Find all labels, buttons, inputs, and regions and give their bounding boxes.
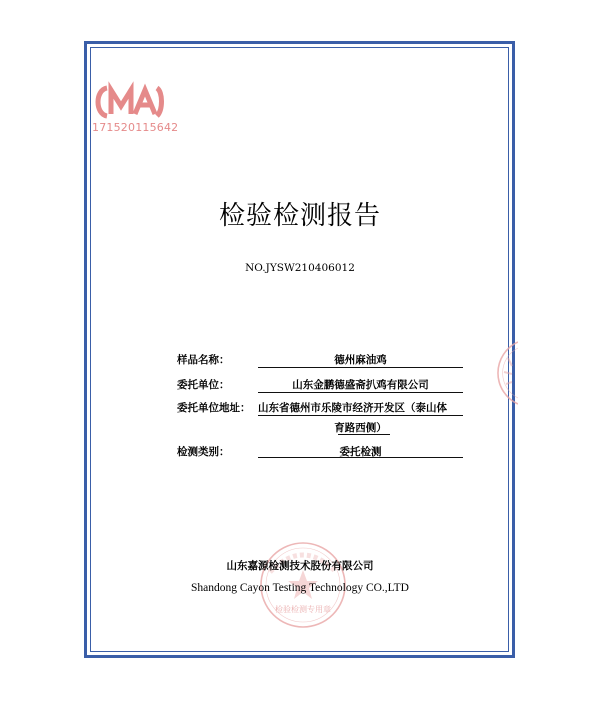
sample-name-underline: [258, 367, 463, 368]
client-address-underline: [258, 415, 463, 416]
test-category-value: 委托检测: [339, 446, 382, 458]
test-category-underline: [258, 457, 463, 458]
sample-name-label: 样品名称：: [177, 354, 230, 366]
company-name-cn: 山东嘉源检测技术股份有限公司: [226, 560, 374, 572]
test-category-label: 检测类别：: [177, 446, 230, 458]
cma-certificate-code: 171520115642: [92, 121, 179, 134]
seal-bottom-text: 检验检测专用章: [275, 605, 331, 614]
seal-fragment-right: [488, 338, 518, 408]
client-address-value: 山东省德州市乐陵市经济开发区（泰山体: [258, 402, 447, 414]
report-title: 检验检测报告: [218, 201, 381, 231]
client-underline: [258, 392, 463, 393]
sample-name-value: 德州麻油鸡: [334, 354, 387, 366]
client-address-label: 委托单位地址：: [177, 402, 251, 414]
client-label: 委托单位：: [177, 379, 230, 391]
client-value: 山东金鹏德盛斋扒鸡有限公司: [292, 379, 429, 391]
client-address-underline-cont: [338, 434, 390, 435]
client-address-value-cont: 育路西侧）: [334, 422, 387, 434]
report-number: NO.JYSW210406012: [245, 262, 355, 274]
company-name-en: Shandong Cayon Testing Technology CO.,LTD: [191, 582, 409, 594]
